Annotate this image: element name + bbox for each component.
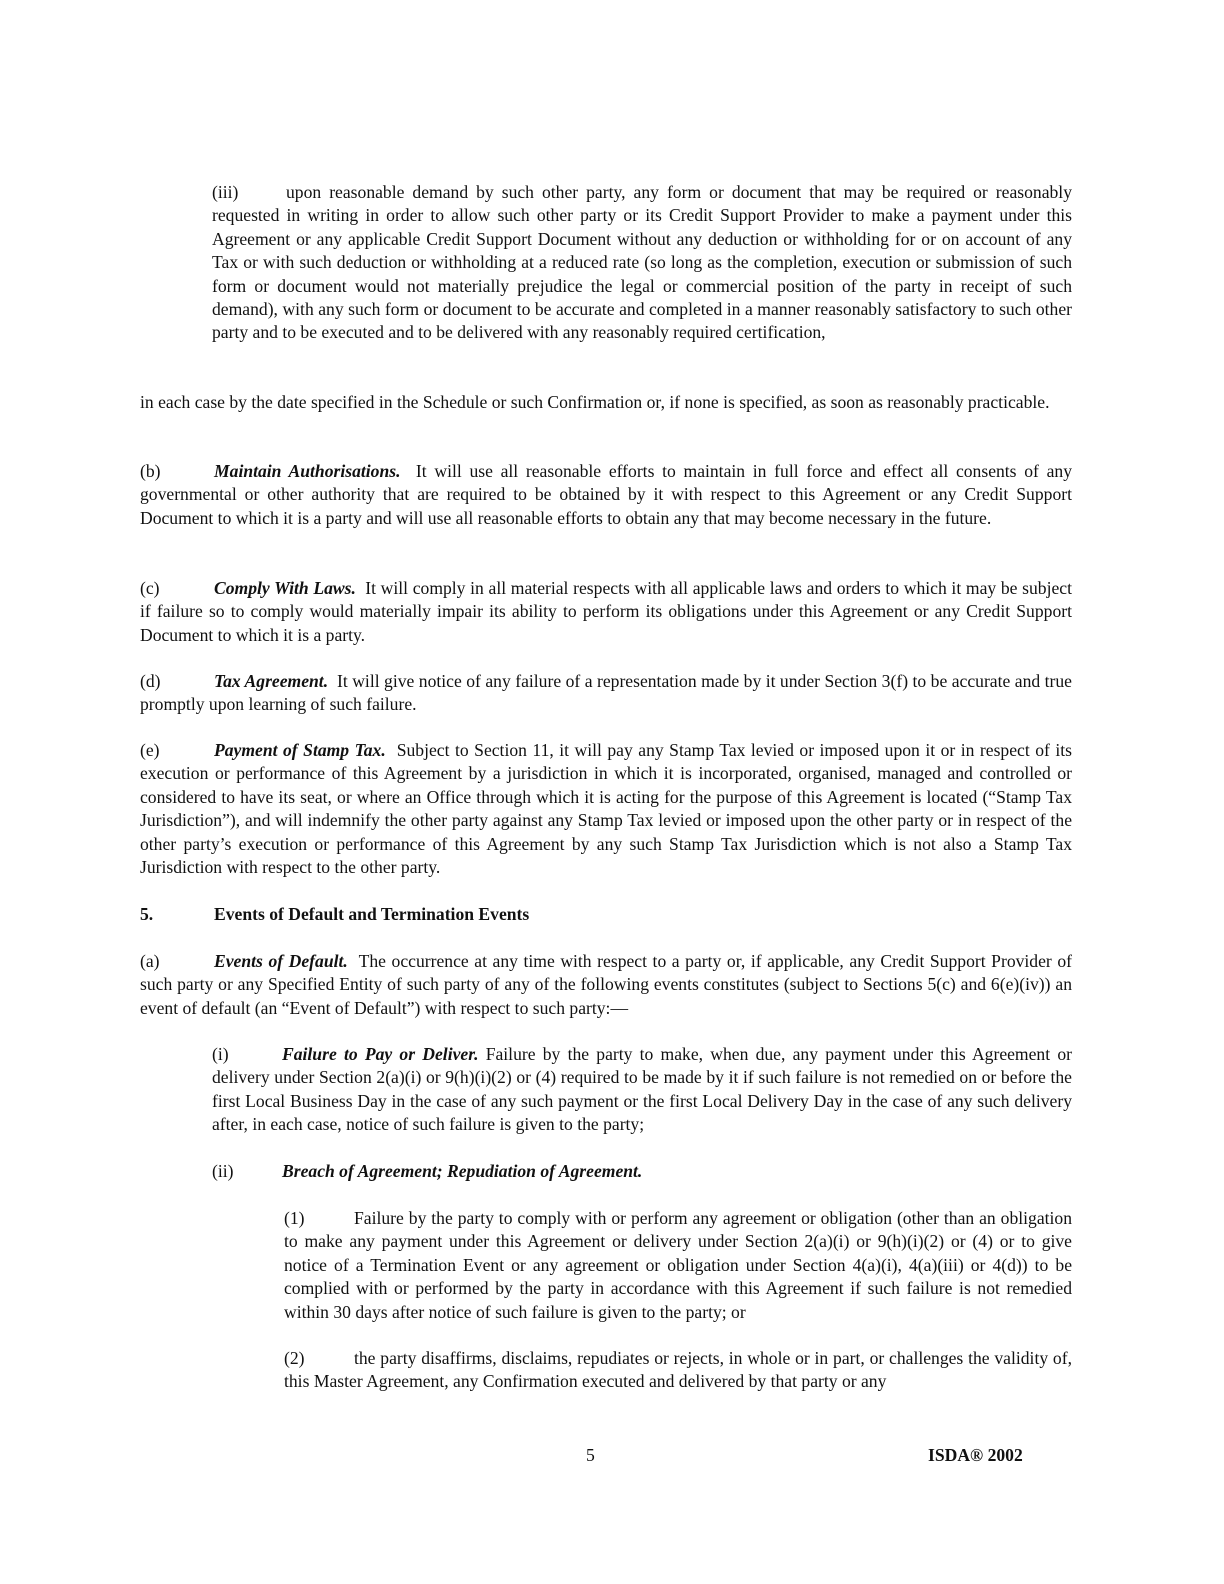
clause-5a-i-title: Failure to Pay or Deliver. xyxy=(282,1044,479,1064)
clause-e xyxy=(140,739,1072,879)
clause-5a-title: Events of Default. xyxy=(214,951,348,971)
clause-5a xyxy=(140,950,1072,1020)
clause-b-text: It will use all reasonable efforts to maintain in full force and effect all consents of any governmental or other authority that are required to be obtained by it with respect to this Agreement or any Credit Support Document to which it is a party and will use all reasonable efforts to obtain any that may become necessary in the future. xyxy=(140,461,1072,528)
clause-d-title: Tax Agreement. xyxy=(214,671,329,691)
clause-iii-number: (iii) xyxy=(212,182,239,202)
clause-5a-i xyxy=(212,1043,1072,1137)
section-5-title: Events of Default and Termination Events xyxy=(214,904,530,924)
clause-c-text: It will comply in all material respects with all applicable laws and orders to which it may be subject if failure so to comply would materially impair its ability to perform its obligations under this Agreement or any Credit Support Document to which it is a party. xyxy=(140,578,1073,645)
clause-d xyxy=(140,670,1072,717)
clause-5a-ii-title: Breach of Agreement; Repudiation of Agreement. xyxy=(282,1161,643,1181)
clause-5a-i-text: Failure by the party to make, when due, any payment under this Agreement or delivery under Section 2(a)(i) or 9(h)(i)(2) or (4) required to be made by it if such failure is not remedied on or before the first Local Business Day in the case of any such payment or the first Local Delivery Day in the case of any such delivery after, in each case, notice of such failure is given to the party; xyxy=(212,1044,1072,1135)
clause-c xyxy=(140,577,1072,647)
clause-5a-ii-1-text: Failure by the party to comply with or perform any agreement or obligation (other than an obligation to make any payment under this Agreement or delivery under Section 2(a)(i) or 9(h)(i)(2) or (4) or to give notice of a Termination Event or any agreement or obligation under Section 4(a)(i), 4(a)(iii) or 4(d)) to be complied with or performed by the party in accordance with this Agreement if such failure is not remedied within 30 days after notice of such failure is given to the party; or xyxy=(284,1208,1072,1322)
clause-5a-i-number: (i) xyxy=(212,1044,229,1064)
clause-iii-text: upon reasonable demand by such other party, any form or document that may be required or reasonably requested in writing in order to allow such other party or its Credit Support Provider to make a payment under this Agreement or any applicable Credit Support Document without any deduction or withholding for or on account of any Tax or with such deduction or withholding at a reduced rate (so long as the completion, execution or submission of such form or document would not materially prejudice the legal or commercial position of the party in receipt of such demand), with any such form or document to be accurate and completed in a manner reasonably satisfactory to such other party and to be executed and to be delivered with any reasonably required certification, xyxy=(212,182,1072,343)
clause-e-number: (e) xyxy=(140,740,160,760)
clause-b xyxy=(140,460,1072,530)
section-5-heading xyxy=(140,903,529,926)
clause-e-title: Payment of Stamp Tax. xyxy=(214,740,386,760)
clause-c-number: (c) xyxy=(140,578,160,598)
clause-5a-ii xyxy=(212,1160,1072,1183)
tail-paragraph: in each case by the date specified in the Schedule or such Confirmation or, if none is specified, as soon as reasonably practicable. xyxy=(140,392,1050,412)
clause-5a-text: The occurrence at any time with respect to a party or, if applicable, any Credit Support Provider of such party or any Specified Entity of such party of any of the following events constitutes (subject to Sections 5(c) and 6(e)(iv)) an event of default (an “Event of Default”) with respect to such party:— xyxy=(140,951,1072,1018)
clause-c-title: Comply With Laws. xyxy=(214,578,356,598)
clause-d-number: (d) xyxy=(140,671,161,691)
clause-5a-ii-number: (ii) xyxy=(212,1161,234,1181)
clause-d-text: It will give notice of any failure of a representation made by it under Section 3(f) to be accurate and true promptly upon learning of such failure. xyxy=(140,671,1072,715)
clause-5a-ii-2-number: (2) xyxy=(284,1348,305,1368)
clause-5a-ii-1-number: (1) xyxy=(284,1208,305,1228)
page-number: 5 xyxy=(586,1445,595,1465)
clause-b-title: Maintain Authorisations. xyxy=(214,461,401,481)
document-label: ISDA® 2002 xyxy=(928,1445,1023,1465)
clause-5a-ii-2 xyxy=(284,1347,1072,1394)
clause-5a-ii-2-text: the party disaffirms, disclaims, repudiates or rejects, in whole or in part, or challenges the validity of, this Master Agreement, any Confirmation executed and delivered by that party or any xyxy=(284,1348,1072,1392)
clause-5a-number: (a) xyxy=(140,951,160,971)
clause-e-text: Subject to Section 11, it will pay any Stamp Tax levied or imposed upon it or in respect of its execution or performance of this Agreement by a jurisdiction in which it is incorporated, organised, managed and controlled or considered to have its seat, or where an Office through which it is acting for the purpose of this Agreement is located (“Stamp Tax Jurisdiction”), and will indemnify the other party against any Stamp Tax levied or imposed upon the other party or in respect of the other party’s execution or performance of this Agreement by any such Stamp Tax Jurisdiction which is not also a Stamp Tax Jurisdiction with respect to the other party. xyxy=(140,740,1072,878)
clause-iii xyxy=(212,181,1072,345)
clause-b-number: (b) xyxy=(140,461,161,481)
section-5-number: 5. xyxy=(140,904,154,924)
clause-5a-ii-1 xyxy=(284,1207,1072,1324)
